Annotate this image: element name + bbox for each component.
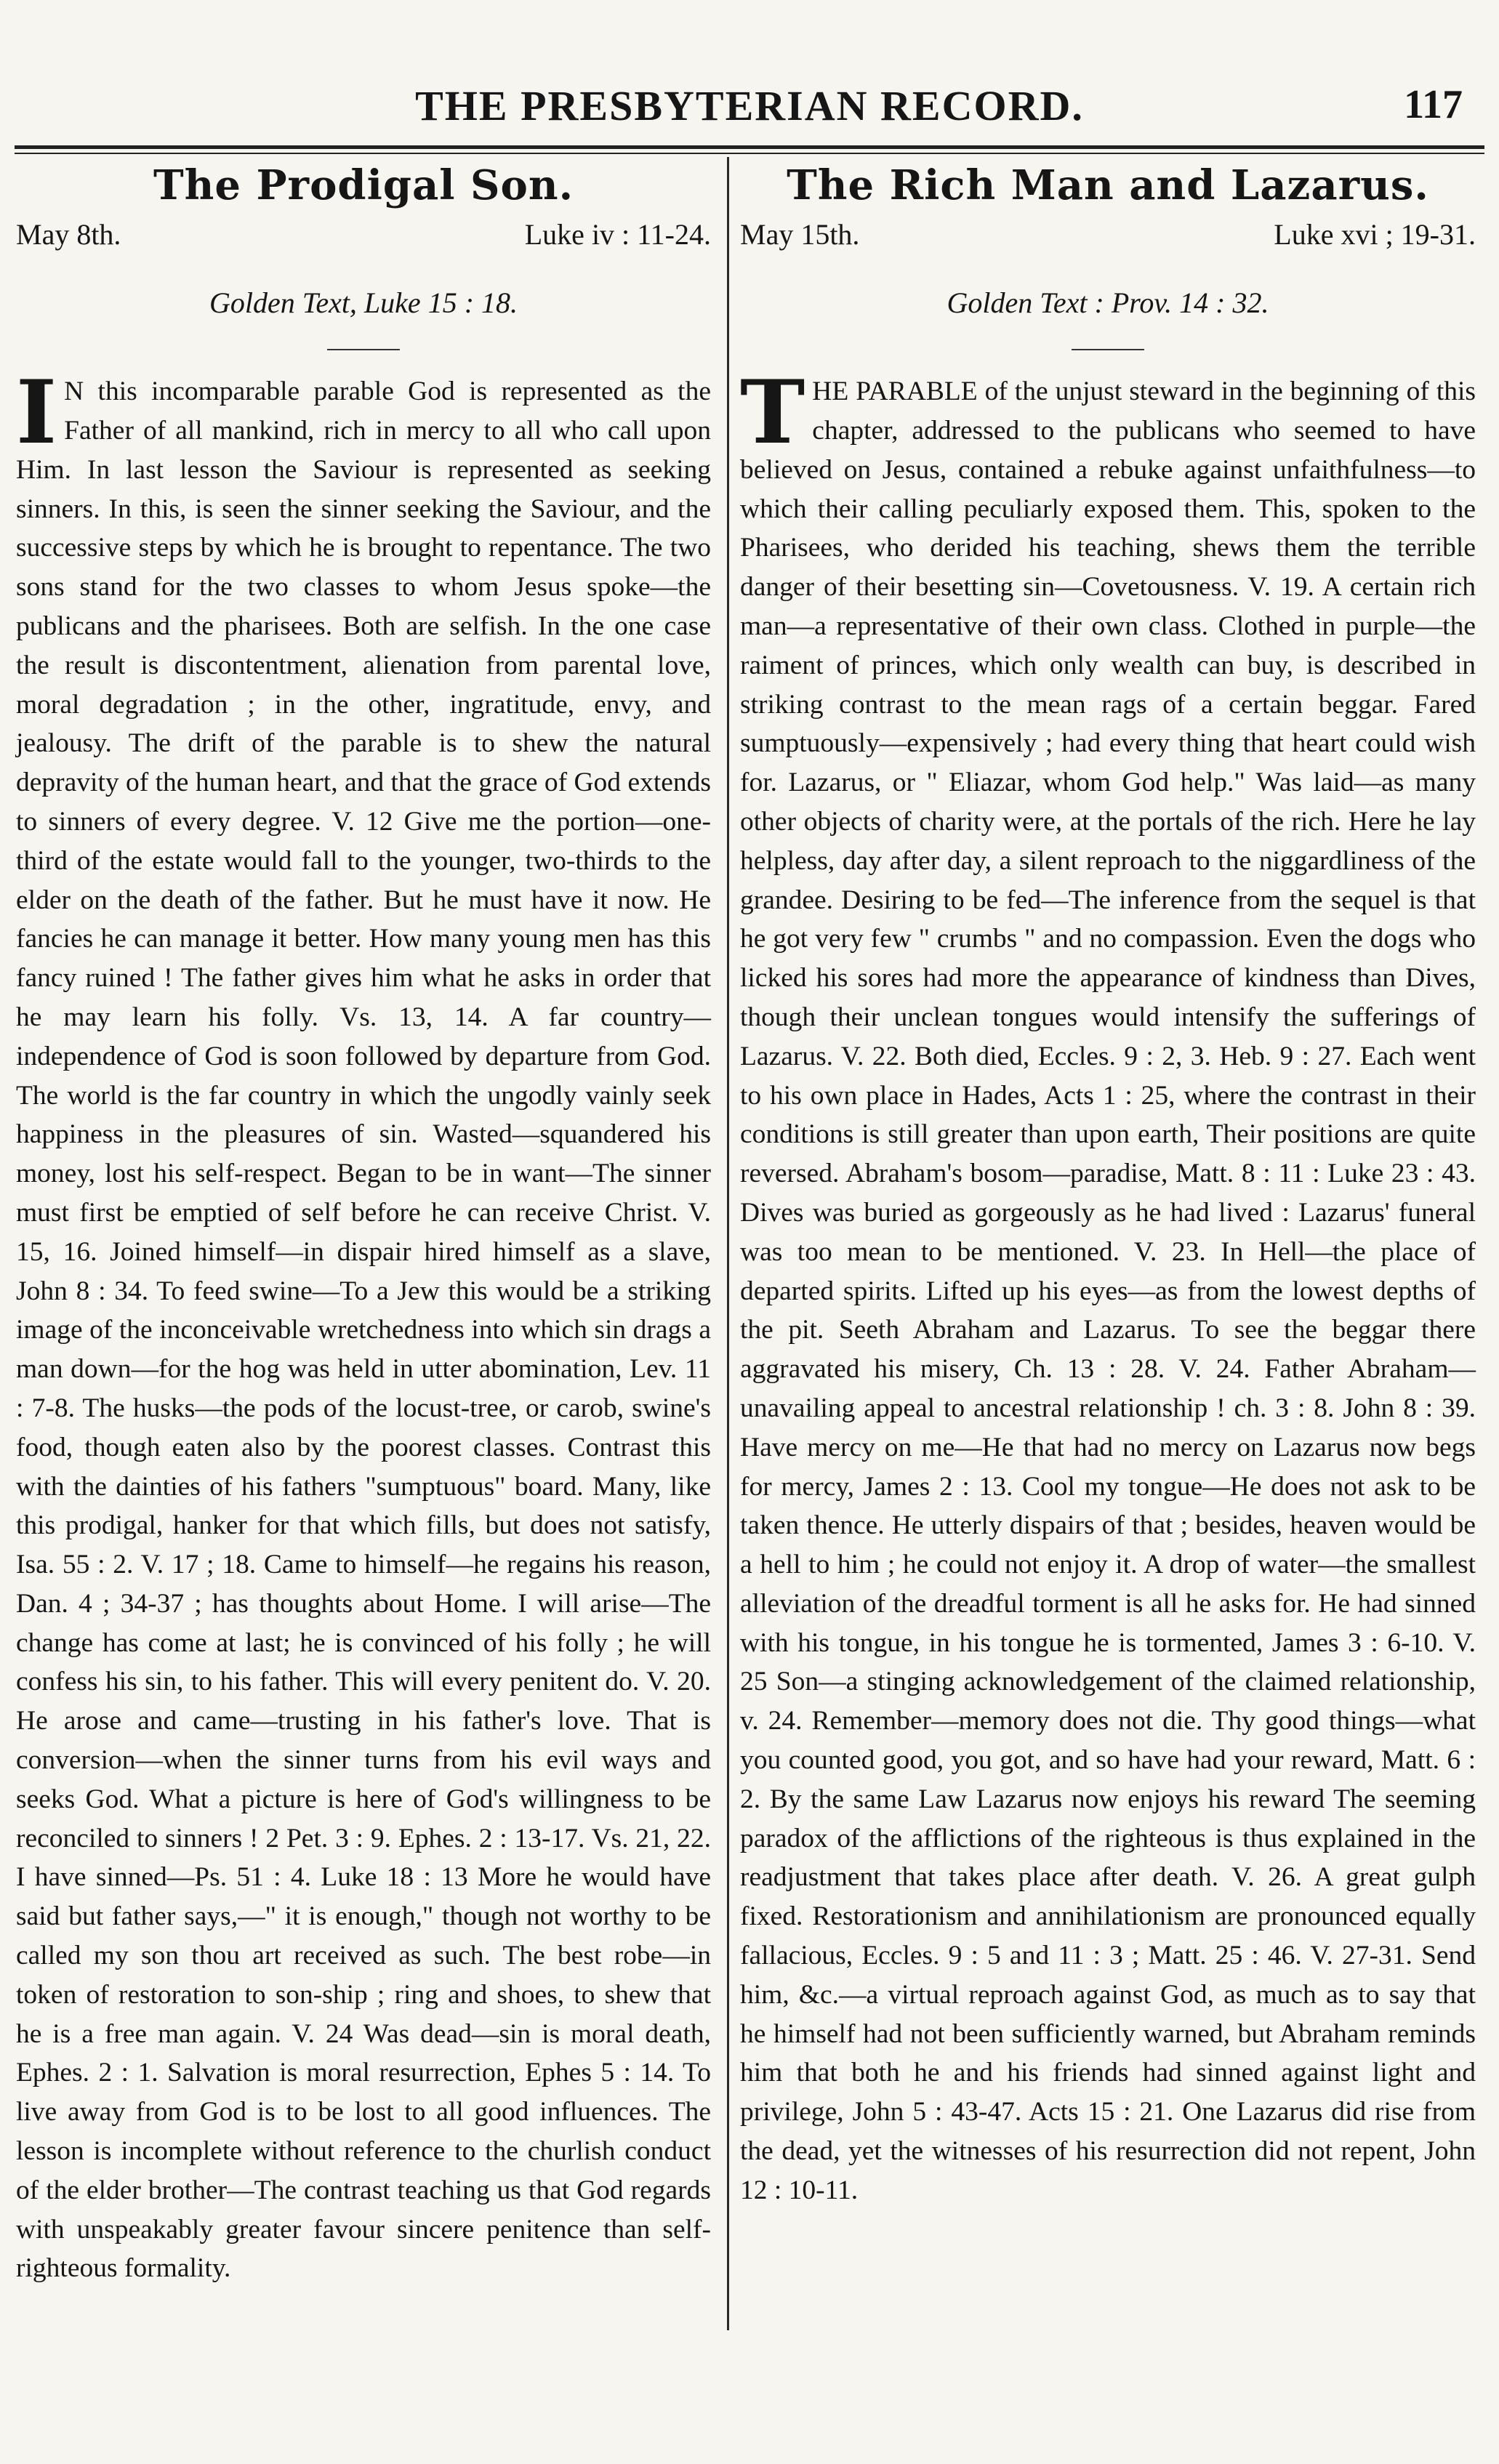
lesson-title: The Rich Man and Lazarus. — [787, 161, 1429, 209]
header-rule — [15, 145, 1484, 149]
scripture-reference: Luke iv : 11-24. — [524, 218, 711, 251]
drop-cap: I — [16, 361, 57, 464]
lesson-meta — [740, 216, 1476, 254]
golden-text: Golden Text : Prov. 14 : 32. — [947, 286, 1269, 320]
lesson-body — [740, 361, 1476, 2210]
page-header — [15, 81, 1484, 147]
lesson-column-left — [16, 161, 711, 2288]
section-rule — [1072, 349, 1144, 350]
golden-text: Golden Text, Luke 15 : 18. — [209, 286, 518, 320]
page-number: 117 — [1404, 82, 1463, 127]
lesson-column-right — [740, 161, 1476, 2210]
section-rule — [327, 349, 400, 350]
lesson-date: May 8th. — [16, 218, 121, 251]
lesson-meta — [16, 216, 711, 254]
drop-cap: T — [740, 361, 805, 464]
lesson-body-text: N this incomparable parable God is represented as the Father of all mankind, rich in mercy to all who call upon Him. In last lesson the Saviour is represented as seeking sinners. In this, is seen the sinner seeking the Saviour, and the successive steps by which he is brought to repentance. The two sons stand for the two classes to whom Jesus spoke—the publicans and the pharisees. Both are selfish. In the one case the result is discontentment, alienation from parental love, moral degradation ; in the other, ingratitude, envy, and jealousy. The drift of the parable is to shew the natural depravity of the human heart, and that the grace of God extends to sinners of every degree. V. 12 Give me the portion—one-third of the estate would fall to the younger, two-thirds to the elder on the death of the father. But he must have it now. He fancies he can manage it better. How many young men has this fancy ruined ! The father gives him what he asks in order that he may learn his folly. Vs. 13, 14. A far country—independence of God is soon followed by departure from God. The world is the far country in which the ungodly vainly seek happiness in the pleasures of sin. Wasted—squandered his money, lost his self-respect. Began to be in want—The sinner must first be emptied of self before he can receive Christ. V. 15, 16. Joined himself—in dispair hired himself as a slave, John 8 : 34. To feed swine—To a Jew this would be a striking image of the inconceivable wretchedness into which sin drags a man down—for the hog was held in utter abomination, Lev. 11 : 7-8. The husks—the pods of the locust-tree, or carob, swine's food, though eaten also by the poorest classes. Contrast this with the dainties of his fathers "sumptuous" board. Many, like this prodigal, hanker for that which fills, but does not satisfy, Isa. 55 : 2. V. 17 ; 18. Came to himself—he regains his reason, Dan. 4 ; 34-37 ; has thoughts about Home. I will arise—The change has come at last; he is convinced of his folly ; he will confess his sin, to his father. This will every penitent do. V. 20. He arose and came—trusting in his father's love. That is conversion—when the sinner turns from his evil ways and seeks God. What a picture is here of God's willingness to be reconciled to sinners ! 2 Pet. 3 : 9. Ephes. 2 : 13-17. Vs. 21, 22. I have sinned—Ps. 51 : 4. Luke 18 : 13 More he would have said but father says,—" it is enough," though not worthy to be called my son thou art received as such. The best robe—in token of restoration to son-ship ; ring and shoes, to shew that he is a free man again. V. 24 Was dead—sin is moral death, Ephes. 2 : 1. Salvation is moral resurrection, Ephes 5 : 14. To live away from God is to be lost to all good influences. The lesson is incomplete without reference to the churlish conduct of the elder brother—The contrast teaching us that God regards with unspeakably greater favour sincere penitence than self-righteous formality. — [16, 377, 711, 2284]
header-rule-thin — [15, 153, 1484, 154]
lesson-body-text: HE PARABLE of the unjust steward in the beginning of this chapter, addressed to the publicans who seemed to have believed on Jesus, contained a rebuke against unfaithfulness—to which their calling peculiarly exposed them. This, spoken to the Pharisees, who derided his teaching, shews them the terrible danger of their besetting sin—Covetousness. V. 19. A certain rich man—a representative of their own class. Clothed in purple—the raiment of princes, which only wealth can buy, is described in striking contrast to the mean rags of a certain beggar. Fared sumptuously—expensively ; had every thing that heart could wish for. Lazarus, or " Eliazar, whom God help." Was laid—as many other objects of charity were, at the portals of the rich. Here he lay helpless, day after day, a silent reproach to the niggardliness of the grandee. Desiring to be fed—The inference from the sequel is that he got very few " crumbs " and no compassion. Even the dogs who licked his sores had more the appearance of kindness than Dives, though their unclean tongues would intensify the sufferings of Lazarus. V. 22. Both died, Eccles. 9 : 2, 3. Heb. 9 : 27. Each went to his own place in Hades, Acts 1 : 25, where the contrast in their conditions is still greater than upon earth, Their positions are quite reversed. Abraham's bosom—paradise, Matt. 8 : 11 : Luke 23 : 43. Dives was buried as gorgeously as he had lived : Lazarus' funeral was too mean to be mentioned. V. 23. In Hell—the place of departed spirits. Lifted up his eyes—as from the lowest depths of the pit. Seeth Abraham and Lazarus. To see the beggar there aggravated his misery, Ch. 13 : 28. V. 24. Father Abraham—unavailing appeal to ancestral relationship ! ch. 3 : 8. John 8 : 39. Have mercy on me—He that had no mercy on Lazarus now begs for mercy, James 2 : 13. Cool my tongue—He does not ask to be taken thence. He utterly dispairs of that ; besides, heaven would be a hell to him ; he could not enjoy it. A drop of water—the smallest alleviation of the dreadful torment is all he asks for. He had sinned with his tongue, in his tongue he is tormented, James 3 : 6-10. V. 25 Son—a stinging acknowledgement of the claimed relationship, v. 24. Remember—memory does not die. Thy good things—what you counted good, you got, and so have had your reward, Matt. 6 : 2. By the same Law Lazarus now enjoys his reward The seeming paradox of the afflictions of the righteous is thus explained in the readjustment that takes place after death. V. 26. A great gulph fixed. Restorationism and annihilationism are pronounced equally fallacious, Eccles. 9 : 5 and 11 : 3 ; Matt. 25 : 46. V. 27-31. Send him, &c.—a virtual reproach against God, as much as to say that he himself had not been sufficiently warned, but Abraham reminds him that both he and his friends had sinned against light and privilege, John 5 : 43-47. Acts 15 : 21. One Lazarus did rise from the dead, yet the witnesses of his resurrection did not repent, John 12 : 10-11. — [740, 377, 1476, 2205]
lesson-date: May 15th. — [740, 218, 860, 251]
publication-title: THE PRESBYTERIAN RECORD. — [415, 82, 1084, 129]
scripture-reference: Luke xvi ; 19-31. — [1274, 218, 1476, 251]
column-divider — [727, 157, 729, 2330]
lesson-body — [16, 361, 711, 2288]
lesson-title: The Prodigal Son. — [153, 161, 574, 209]
